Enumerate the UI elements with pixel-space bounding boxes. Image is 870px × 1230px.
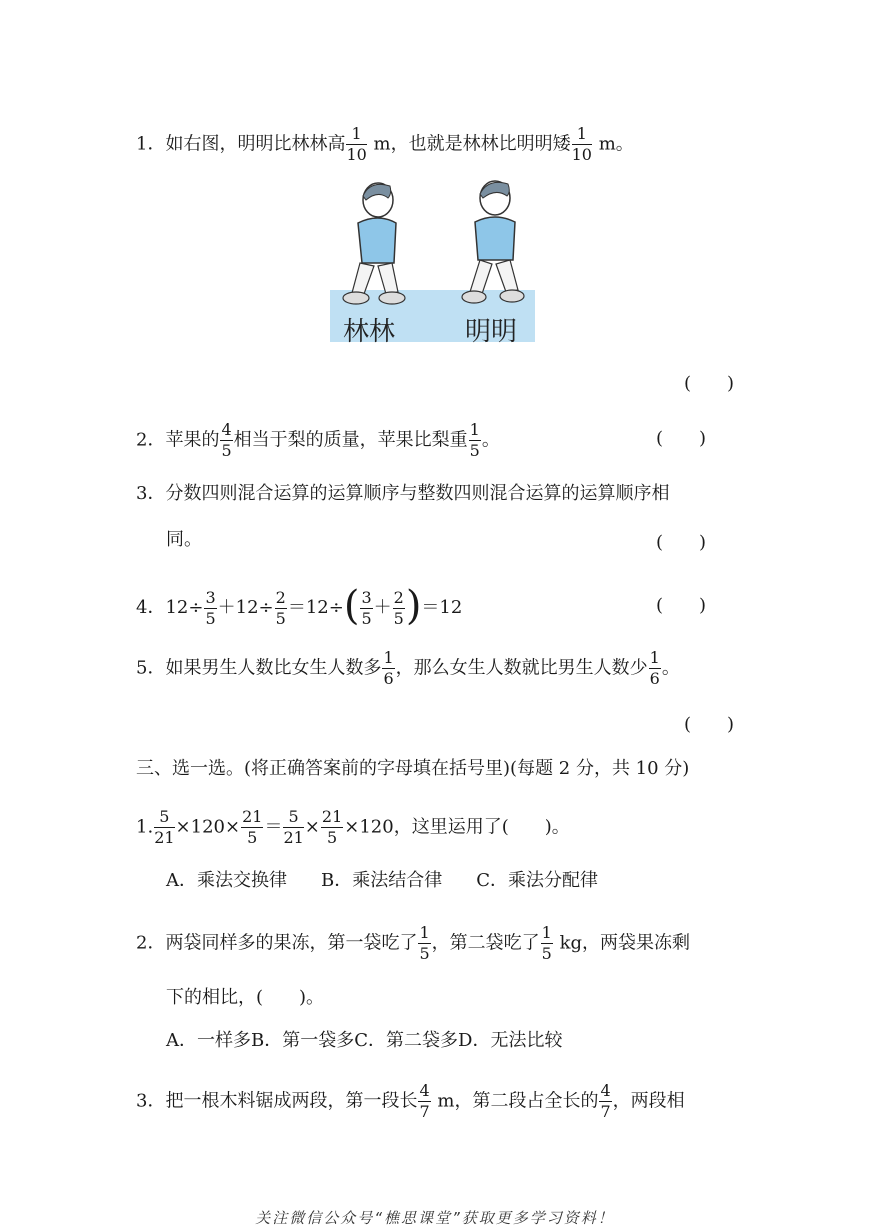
answer-paren[interactable]: ( ) — [656, 532, 707, 553]
question-number: 1． — [136, 133, 166, 155]
fraction: $\frac{1}{6}$ — [649, 648, 660, 688]
answer-paren[interactable]: ( ) — [656, 428, 707, 449]
option-b[interactable]: B．第一袋多 — [251, 1030, 355, 1051]
choice-question-3: 3．把一根木料锯成两段，第一段长 $\frac{4}{7}$ m，第二段占全长的 $\frac{4}{7}$ ，两段相 — [136, 1081, 685, 1121]
fraction: $\frac{1}{5}$ — [469, 420, 480, 460]
fraction: $\frac{5}{21}$ — [283, 807, 304, 847]
footer-note: 关注微信公众号“樵思课堂”获取更多学习资料！ — [255, 1209, 615, 1227]
fraction: $\frac{21}{5}$ — [242, 807, 263, 847]
fraction: $\frac{1}{5}$ — [541, 923, 552, 963]
question-3: 3．分数四则混合运算的运算顺序与整数四则混合运算的运算顺序相 — [136, 483, 670, 504]
option-a[interactable]: A．乘法交换律 — [166, 870, 287, 891]
choice-question-1: 1. $\frac{5}{21}$ ×120× $\frac{21}{5}$ ＝ $\frac{5}{21}$ × $\frac{21}{5}$ ×120，这里运用了( )。 — [136, 807, 570, 847]
children-illustration — [330, 178, 535, 343]
choice-question-2-cont: 下的相比，( )。 — [166, 987, 325, 1008]
label-linlin: 林林 — [343, 317, 396, 343]
mingming-figure — [462, 181, 524, 303]
question-text: 如右图，明明比林林高 — [165, 133, 346, 155]
question-5: 5．如果男生人数比女生人数多 $\frac{1}{6}$ ，那么女生人数就比男生人数少 $\frac{1}{6}$ 。 — [136, 648, 680, 688]
fraction: $\frac{2}{5}$ — [393, 587, 404, 628]
choice-question-2: 2．两袋同样多的果冻，第一袋吃了 $\frac{1}{5}$ ，第二袋吃了 $\frac{1}{5}$ kg，两袋果冻剩 — [136, 923, 690, 963]
answer-paren[interactable]: ( ) — [684, 714, 735, 735]
fraction: $\frac{1}{5}$ — [419, 923, 430, 963]
fraction: $\frac{3}{5}$ — [361, 587, 372, 628]
fraction: $\frac{1}{10}$ — [346, 124, 367, 164]
question-1: 1．如右图，明明比林林高 $\frac{1}{10}$ m，也就是林林比明明矮 $\frac{1}{10}$ m。 — [136, 124, 634, 164]
fraction: $\frac{4}{7}$ — [600, 1081, 611, 1121]
fraction: $\frac{21}{5}$ — [321, 807, 343, 847]
fraction: $\frac{1}{10}$ — [571, 124, 592, 164]
label-mingming: 明明 — [465, 317, 518, 343]
option-d[interactable]: D．无法比较 — [458, 1030, 563, 1051]
question-4: 4．12÷ $\frac{3}{5}$ ＋12÷ $\frac{2}{5}$ ＝12÷( $\frac{3}{5}$ ＋ $\frac{2}{5}$ )＝12 — [136, 583, 463, 629]
answer-paren[interactable]: ( ) — [656, 595, 707, 616]
fraction: $\frac{2}{5}$ — [275, 587, 286, 628]
option-c[interactable]: C．乘法分配律 — [476, 870, 599, 891]
option-c[interactable]: C．第二袋多 — [354, 1030, 459, 1051]
choice-options-1 — [166, 868, 598, 894]
linlin-figure — [343, 183, 405, 304]
question-2: 2．苹果的 $\frac{4}{5}$ 相当于梨的质量，苹果比梨重 $\frac{1}{5}$ 。 — [136, 420, 500, 460]
fraction: $\frac{3}{5}$ — [205, 587, 216, 628]
choice-options-2 — [166, 1028, 562, 1054]
question-3-cont: 同。 — [166, 529, 202, 550]
fraction: $\frac{4}{7}$ — [419, 1081, 430, 1121]
fraction: $\frac{5}{21}$ — [154, 807, 175, 847]
fraction: $\frac{1}{6}$ — [383, 648, 394, 688]
fraction: $\frac{4}{5}$ — [221, 420, 232, 460]
section-title: 三、选一选。(将正确答案前的字母填在括号里)(每题 2 分，共 10 分) — [136, 758, 690, 779]
option-b[interactable]: B．乘法结合律 — [321, 870, 443, 891]
option-a[interactable]: A．一样多 — [166, 1030, 251, 1051]
answer-paren[interactable]: ( ) — [684, 373, 735, 394]
